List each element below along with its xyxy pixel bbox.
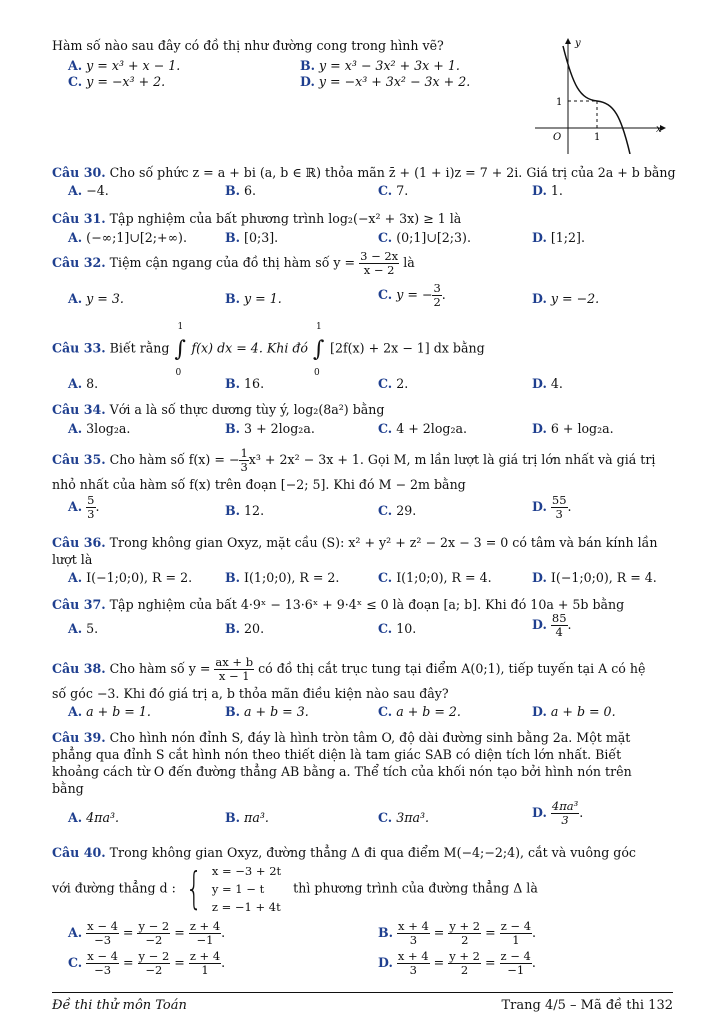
q35-stem-line1: Câu 35. Cho hàm số f(x) = − $\frac{1}{3}$ x³ + 2x² − 3x + 1. Gọi M, m lần lượt là giá trị lớn nhất và giá trị [52,446,656,474]
q31-option-b: B. [0;3]. [225,230,279,245]
footer-divider [52,992,673,993]
q34-option-d: D. 6 + log₂a. [532,421,614,436]
q35-stem-line2: nhỏ nhất của hàm số f(x) trên đoạn [−2; 5]. Khi đó M − 2m bằng [52,477,466,492]
y-axis-arrow [565,38,571,44]
intro-option-b: B. y = x³ − 3x² + 3x + 1. [300,58,460,73]
q35-option-a: A. $\frac{5}{3}$ . [68,493,100,521]
q32-option-b: B. y = 1. [225,291,282,306]
q39-option-a: A. 4πa³. [68,810,120,825]
q31-option-d: D. [1;2]. [532,230,585,245]
q40-stem-line1: Câu 40. Trong không gian Oxyz, đường thẳng Δ đi qua điểm M(−4;−2;4), cắt và vuông góc [52,845,636,860]
q33-option-c: C. 2. [378,376,409,391]
q39-stem-line3: khoảng cách từ O đến đường thẳng AB bằng a. Thể tích của khối nón tạo bởi hình nón trên [52,764,632,779]
q33-stem: Câu 33. Biết rằng 1 ∫ 0 f(x) dx = 4. Khi đó 1 ∫ 0 [2f(x) + 2x − 1] dx bằng [52,322,485,378]
q36-option-a: A. I(−1;0;0), R = 2. [68,570,193,585]
q39-option-c: C. 3πa³. [378,810,430,825]
intro-option-d: D. y = −x³ + 3x² − 3x + 2. [300,74,471,89]
footer-right: Trang 4/5 – Mã đề thi 132 [501,998,673,1013]
q34-stem: Câu 34. Với a là số thực dương tùy ý, log₂(8a²) bằng [52,402,385,417]
q31-option-c: C. (0;1]∪[2;3). [378,230,471,245]
q33-option-d: D. 4. [532,376,563,391]
q39-stem-line1: Câu 39. Cho hình nón đỉnh S, đáy là hình tròn tâm O, độ dài đường sinh bằng 2a. Một mặt [52,730,631,745]
q31-option-a: A. (−∞;1]∪[2;+∞). [68,230,187,245]
q37-option-d: D. $\frac{85}{4}$ . [532,611,572,639]
intro-option-c: C. y = −x³ + 2. [68,74,166,89]
q35-option-c: C. 29. [378,503,417,518]
q38-stem-line2: số góc −3. Khi đó giá trị a, b thỏa mãn điều kiện nào sau đây? [52,686,449,701]
q30-option-b: B. 6. [225,183,257,198]
integral-sign-2: 1 ∫ 0 [313,322,325,378]
q34-option-b: B. 3 + 2log₂a. [225,421,315,436]
footer-left: Đề thi thử môn Toán [52,998,187,1013]
q38-stem-line1: Câu 38. Cho hàm số y = $\frac{ax + b}{x - 1}$ có đồ thị cắt trục tung tại điểm A(0;1), tiếp tuyến tại A có hệ [52,655,646,683]
q31-stem: Câu 31. Tập nghiệm của bất phương trình log₂(−x² + 3x) ≥ 1 là [52,211,462,226]
q40-option-c: C. $\frac{x - 4}{-3}$ = $\frac{y - 2}{-2}$ = $\frac{z + 4}{1}$ . [68,949,226,977]
q36-stem-line1: Câu 36. Trong không gian Oxyz, mặt cầu (S): x² + y² + z² − 2x − 3 = 0 có tâm và bán kính lần [52,535,658,550]
q30-option-d: D. 1. [532,183,563,198]
q35-option-b: B. 12. [225,503,265,518]
q39-option-d: D. $\frac{\text{4πa³}}{3}$ . [532,799,584,827]
q32-option-d: D. y = −2. [532,291,600,306]
q37-stem: Câu 37. Tập nghiệm của bất 4·9ˣ − 13·6ˣ + 9·4ˣ ≤ 0 là đoạn [a; b]. Khi đó 10a + 5b bằng [52,597,625,612]
q37-option-a: A. 5. [68,621,99,636]
q36-option-b: B. I(1;0;0), R = 2. [225,570,340,585]
q33-option-a: A. 8. [68,376,99,391]
intro-question-stem: Hàm số nào sau đây có đồ thị như đường cong trong hình vẽ? [52,38,444,53]
q36-option-d: D. I(−1;0;0), R = 4. [532,570,657,585]
q32-option-c: C. y = − $\frac{3}{2}$ . [378,281,446,309]
intro-option-a: A. y = x³ + x − 1. [68,58,181,73]
q38-option-b: B. a + b = 3. [225,704,309,719]
x-tick-label: 1 [594,132,601,143]
q39-stem-line2: phẳng qua đỉnh S cắt hình nón theo thiết diện là tam giác SAB có diện tích lớn nhất. Biết [52,747,622,762]
q30-stem: Câu 30. Cho số phức z = a + bi (a, b ∈ ℝ) thỏa mãn z̄ + (1 + i)z = 7 + 2i. Giá trị của 2a + b bằng [52,165,676,180]
q39-option-b: B. πa³. [225,810,269,825]
integral-sign-1: 1 ∫ 0 [174,322,186,378]
q38-option-c: C. a + b = 2. [378,704,461,719]
q34-option-a: A. 3log₂a. [68,421,131,436]
q36-option-c: C. I(1;0;0), R = 4. [378,570,492,585]
q39-stem-line4: bằng [52,781,84,796]
q36-stem-line2: lượt là [52,552,93,567]
q32-fraction: $\frac{3 - 2x}{x - 2}$ [360,249,399,277]
system-brace: { [185,863,203,914]
q40-option-d: D. $\frac{x + 4}{3}$ = $\frac{y + 2}{2}$ = $\frac{z - 4}{-1}$ . [378,949,536,977]
q40-option-a: A. $\frac{x - 4}{-3}$ = $\frac{y - 2}{-2}$ = $\frac{z + 4}{-1}$ . [68,919,226,947]
q32-option-a: A. y = 3. [68,291,124,306]
q30-option-a: A. −4. [68,183,109,198]
q30-option-c: C. 7. [378,183,409,198]
system-of-equations: x = −3 + 2t y = 1 − t z = −1 + 4t [211,864,282,914]
q40-stem-line2: với đường thẳng d : { x = −3 + 2t y = 1 − t z = −1 + 4t thì phương trình của đường thẳng Δ là [52,863,538,914]
origin-label: O [553,132,562,143]
q37-option-c: C. 10. [378,621,417,636]
function-graph [535,36,670,154]
q34-option-c: C. 4 + 2log₂a. [378,421,468,436]
x-axis-label: x [656,124,662,135]
q38-option-a: A. a + b = 1. [68,704,151,719]
q38-option-d: D. a + b = 0. [532,704,616,719]
y-tick-label: 1 [556,97,563,108]
q40-option-b: B. $\frac{x + 4}{3}$ = $\frac{y + 2}{2}$ = $\frac{z - 4}{1}$ . [378,919,537,947]
q33-option-b: B. 16. [225,376,265,391]
y-axis-label: y [575,38,581,49]
q32-stem: Câu 32. Tiệm cận ngang của đồ thị hàm số y = $\frac{3 - 2x}{x - 2}$ là [52,249,415,277]
q35-option-d: D. $\frac{55}{3}$ . [532,493,572,521]
q37-option-b: B. 20. [225,621,265,636]
